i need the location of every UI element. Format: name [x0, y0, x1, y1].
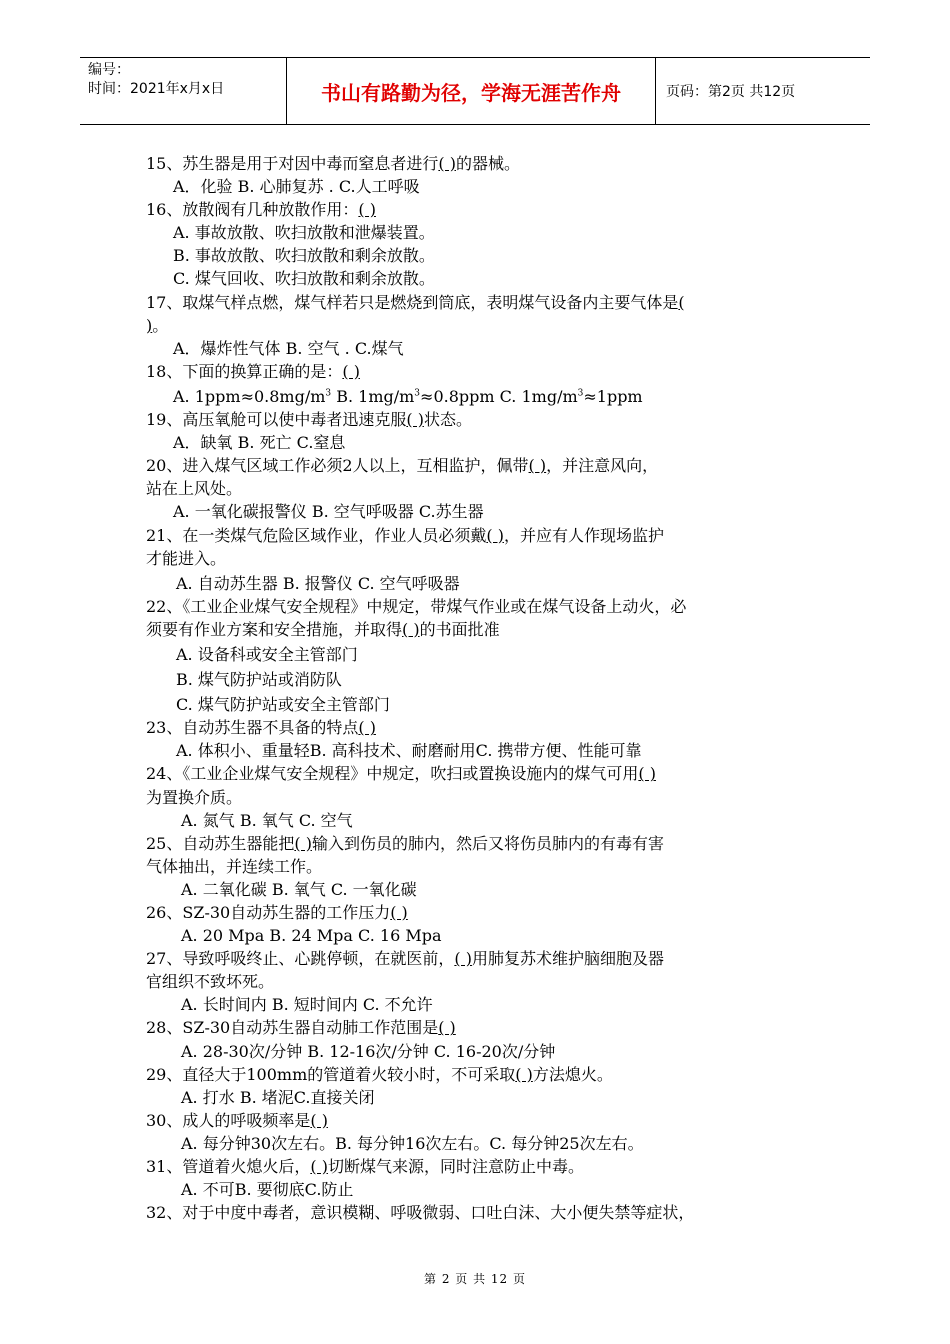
- document-number-label: 编号：: [88, 62, 130, 78]
- answer-blank: ( ): [358, 200, 376, 220]
- question-25: 25、自动苏生器能把( )输入到伤员的肺内，然后又将伤员肺内的有毒有害: [146, 833, 664, 853]
- question-24: 24、《工业企业煤气安全规程》中规定，吹扫或置换设施内的煤气可用( ): [146, 764, 656, 784]
- header-motto: 书山有路勤为径，学海无涯苦作舟: [286, 58, 656, 124]
- question-22-option-c: C. 煤气防护站或安全主管部门: [176, 695, 390, 715]
- answer-blank: ( ): [438, 154, 456, 173]
- question-26-options: A. 20 Mpa B. 24 Mpa C. 16 Mpa: [181, 926, 442, 946]
- question-18-options: A. $1ppm\approx 0.8mg/m^3$ B. $1mg/m^3\approx 0.8ppm$ C. $1mg/m^3\approx 1ppm$: [173, 386, 643, 406]
- question-29: 29、直径大于100mm的管道着火较小时，不可采取( )方法熄火。: [146, 1064, 613, 1084]
- answer-blank: ( ): [310, 1157, 328, 1177]
- answer-blank: ( ): [390, 903, 408, 922]
- answer-blank: ( ): [638, 764, 656, 784]
- question-29-options: A. 打水 B. 堵泥C.直接关闭: [181, 1087, 375, 1107]
- question-20-options: A. 一氧化碳报警仪 B. 空气呼吸器 C.苏生器: [173, 502, 484, 522]
- answer-blank: ( ): [402, 619, 420, 639]
- answer-blank: ( ): [528, 456, 547, 476]
- answer-blank: ( ): [454, 949, 472, 969]
- question-20: 20、进入煤气区域工作必须2人以上，互相监护，佩带( )，并注意风向，: [146, 456, 659, 476]
- answer-blank: ( ): [515, 1064, 533, 1084]
- question-21: 21、在一类煤气危险区域作业，作业人员必须戴( )，并应有人作现场监护: [146, 525, 664, 545]
- question-16-option-a: A. 事故放散、吹扫放散和泄爆装置。: [173, 223, 435, 243]
- answer-blank: ( ): [342, 361, 360, 381]
- question-22: 22、《工业企业煤气安全规程》中规定，带煤气作业或在煤气设备上动火，必: [146, 596, 687, 616]
- question-21-options: A. 自动苏生器 B. 报警仪 C. 空气呼吸器: [176, 573, 460, 593]
- answer-blank: (: [678, 292, 685, 312]
- question-30: 30、成人的呼吸频率是( ): [146, 1110, 328, 1130]
- question-32: 32、对于中度中毒者，意识模糊、呼吸微弱、口吐白沫、大小便失禁等症状，: [146, 1203, 695, 1223]
- question-22-option-b: B. 煤气防护站或消防队: [176, 670, 342, 690]
- question-31: 31、管道着火熄火后，( )切断煤气来源，同时注意防止中毒。: [146, 1157, 584, 1177]
- question-18: 18、下面的换算正确的是：( ): [146, 361, 360, 381]
- question-16: 16、放散阀有几种放散作用：( ): [146, 200, 376, 220]
- question-17-options: A．爆炸性气体 B. 空气 . C.煤气: [173, 338, 404, 358]
- question-17: 17、取煤气样点燃，煤气样若只是燃烧到筒底，表明煤气设备内主要气体是(: [146, 292, 685, 312]
- question-17-cont: )。: [146, 315, 169, 335]
- question-30-options: A. 每分钟30次左右。B. 每分钟16次左右。C. 每分钟25次左右。: [181, 1133, 644, 1153]
- question-list: [146, 152, 816, 1224]
- question-24-options: A. 氮气 B. 氧气 C. 空气: [181, 810, 353, 830]
- question-25-options: A. 二氧化碳 B. 氧气 C. 一氧化碳: [181, 879, 417, 899]
- header-page-number: 页码：第2页 共12页: [666, 84, 796, 100]
- question-27-options: A. 长时间内 B. 短时间内 C. 不允许: [181, 995, 433, 1015]
- question-20-cont: 站在上风处。: [146, 479, 243, 499]
- question-28-options: A. 28-30次/分钟 B. 12-16次/分钟 C. 16-20次/分钟: [181, 1041, 556, 1061]
- question-15-options: A．化验 B. 心肺复苏 . C.人工呼吸: [173, 177, 420, 197]
- answer-blank: ( ): [438, 1018, 456, 1038]
- page-footer: 第 2 页 共 12 页: [424, 1272, 526, 1286]
- question-28: 28、SZ-30自动苏生器自动肺工作范围是( ): [146, 1018, 456, 1038]
- answer-blank: ): [146, 315, 153, 335]
- question-27: 27、导致呼吸终止、心跳停顿，在就医前，( )用肺复苏术维护脑细胞及器: [146, 949, 664, 969]
- question-24-cont: 为置换介质。: [146, 787, 243, 807]
- answer-blank: ( ): [294, 833, 312, 853]
- question-25-cont: 气体抽出，并连续工作。: [146, 856, 323, 876]
- question-19-options: A．缺氧 B. 死亡 C.窒息: [173, 433, 346, 453]
- question-23: 23、自动苏生器不具备的特点( ): [146, 718, 376, 738]
- question-23-options: A. 体积小、重量轻B. 高科技术、耐磨耐用C. 携带方便、性能可靠: [176, 741, 642, 761]
- answer-blank: ( ): [486, 525, 504, 545]
- question-26: 26、SZ-30自动苏生器的工作压力( ): [146, 903, 408, 922]
- question-31-options: A. 不可B. 要彻底C.防止: [181, 1180, 354, 1200]
- question-22-cont: 须要有作业方案和安全措施，并取得( )的书面批准: [146, 619, 500, 639]
- header-meta: [80, 58, 286, 124]
- answer-blank: ( ): [310, 1110, 328, 1130]
- question-22-option-a: A. 设备科或安全主管部门: [176, 644, 358, 664]
- document-time-label: 时间：2021年x月x日: [88, 81, 225, 97]
- answer-blank: ( ): [406, 410, 424, 430]
- answer-blank: ( ): [358, 718, 376, 738]
- question-21-cont: 才能进入。: [146, 548, 227, 568]
- question-27-cont: 官组织不致坏死。: [146, 972, 275, 992]
- page-header: [80, 57, 870, 125]
- question-16-option-b: B. 事故放散、吹扫放散和剩余放散。: [173, 246, 435, 266]
- question-15: 15、苏生器是用于对因中毒而窒息者进行( )的器械。: [146, 154, 520, 173]
- question-16-option-c: C. 煤气回收、吹扫放散和剩余放散。: [173, 269, 435, 289]
- question-19: 19、高压氧舱可以使中毒者迅速克服( )状态。: [146, 410, 472, 430]
